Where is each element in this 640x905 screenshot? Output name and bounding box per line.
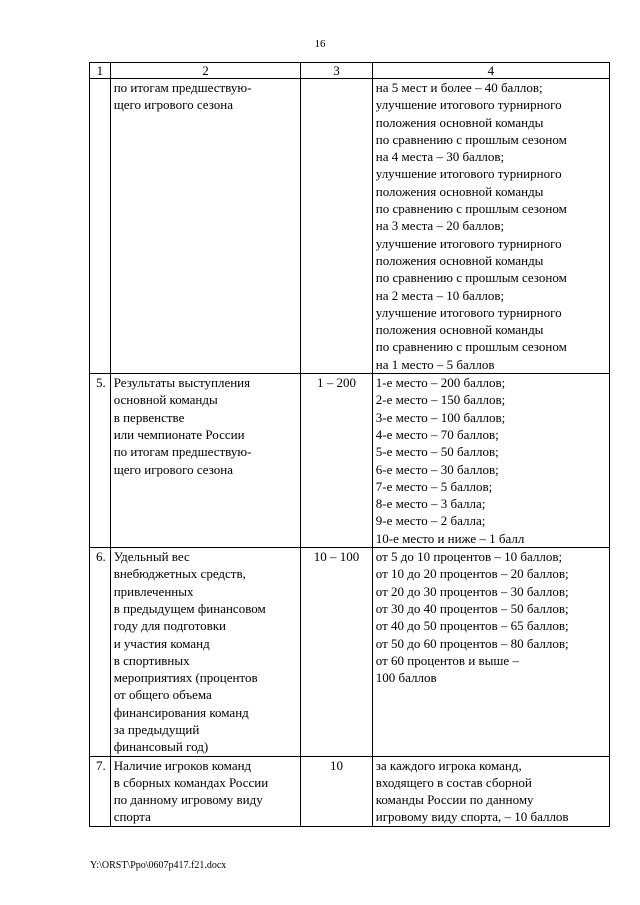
criterion-line: щего игрового сезона (113, 97, 233, 113)
points-cell: 10 (301, 756, 372, 826)
row-number-cell (90, 79, 111, 374)
criterion-cell (110, 548, 301, 757)
details-line: 1-е место – 200 баллов; (375, 375, 506, 391)
details-cell (372, 756, 609, 826)
row-number-cell: 7. (90, 756, 111, 826)
file-path-footer: Y:\ORST\Ppo\0607p417.f21.docx (90, 860, 227, 871)
details-line: от 40 до 50 процентов – 65 баллов; (375, 618, 569, 634)
points-cell (301, 79, 372, 374)
details-cell (372, 374, 609, 548)
table-row-6 (90, 548, 610, 757)
criterion-cell (110, 374, 301, 548)
criterion-line: по итогам предшествую- (113, 444, 252, 460)
details-line: положения основной команды (375, 322, 544, 338)
details-line: 9-е место – 2 балла; (375, 513, 486, 529)
details-line: положения основной команды (375, 114, 544, 130)
row-number-cell: 6. (90, 548, 111, 757)
criterion-line: финансовый год) (113, 739, 209, 755)
criterion-line: от общего объема (113, 687, 212, 703)
details-line: 2-е место – 150 баллов; (375, 392, 506, 408)
criterion-line: в спортивных (113, 652, 190, 668)
criterion-line: или чемпионате России (113, 426, 245, 442)
details-line: 100 баллов (375, 670, 437, 686)
details-cell (372, 548, 609, 757)
details-line: по сравнению с прошлым сезоном (375, 131, 567, 147)
criterion-line: Результаты выступления (113, 375, 251, 391)
details-line: входящего в состав сборной (375, 774, 532, 790)
column-header-3: 3 (301, 63, 372, 79)
details-line: 4-е место – 70 баллов; (375, 426, 499, 442)
details-line: от 30 до 40 процентов – 50 баллов; (375, 600, 569, 616)
details-line: игровому виду спорта, – 10 баллов (375, 809, 569, 825)
criterion-line: по итогам предшествую- (113, 80, 252, 95)
details-line: по сравнению с прошлым сезоном (375, 201, 567, 217)
criterion-line: году для подготовки (113, 618, 226, 634)
criterion-line: основной команды (113, 392, 218, 408)
details-line: 10-е место и ниже – 1 балл (375, 530, 525, 546)
details-line: на 1 место – 5 баллов (375, 356, 495, 372)
details-line: 8-е место – 3 балла; (375, 496, 486, 512)
details-line: на 5 мест и более – 40 баллов; (375, 80, 543, 95)
criterion-line: и участия команд (113, 635, 210, 651)
details-line: улучшение итогового турнирного (375, 304, 562, 320)
criterion-line: внебюджетных средств, (113, 566, 246, 582)
column-header-4: 4 (372, 63, 609, 79)
criterion-line: финансирования команд (113, 704, 249, 720)
details-line: от 20 до 30 процентов – 30 баллов; (375, 583, 569, 599)
column-header-2: 2 (110, 63, 301, 79)
details-line: улучшение итогового турнирного (375, 166, 562, 182)
points-cell: 10 – 100 (301, 548, 372, 757)
criterion-line: в предыдущем финансовом (113, 600, 266, 616)
details-line: от 50 до 60 процентов – 80 баллов; (375, 635, 569, 651)
row-number-cell: 5. (90, 374, 111, 548)
criterion-line: по данному игровому виду (113, 792, 263, 808)
details-line: команды России по данному (375, 792, 534, 808)
details-line: на 2 места – 10 баллов; (375, 287, 505, 303)
details-line: от 60 процентов и выше – (375, 652, 519, 668)
criterion-line: за предыдущий (113, 721, 200, 737)
details-line: по сравнению с прошлым сезоном (375, 339, 567, 355)
details-line: улучшение итогового турнирного (375, 97, 562, 113)
table-row-5 (90, 374, 610, 548)
table-row-7 (90, 756, 610, 826)
details-line: 7-е место – 5 баллов; (375, 478, 493, 494)
details-line: положения основной команды (375, 252, 544, 268)
details-line: положения основной команды (375, 183, 544, 199)
table-row-continuation (90, 79, 610, 374)
criterion-cell (110, 756, 301, 826)
details-line: 6-е место – 30 баллов; (375, 461, 499, 477)
details-line: от 5 до 10 процентов – 10 баллов; (375, 549, 563, 565)
criterion-line: в сборных командах России (113, 774, 269, 790)
table-header-row (90, 63, 610, 79)
criterion-line: в первенстве (113, 409, 185, 425)
details-line: от 10 до 20 процентов – 20 баллов; (375, 566, 569, 582)
details-line: 5-е место – 50 баллов; (375, 444, 499, 460)
details-line: на 3 места – 20 баллов; (375, 218, 505, 234)
details-line: по сравнению с прошлым сезоном (375, 270, 567, 286)
criterion-line: спорта (113, 809, 151, 825)
details-line: 3-е место – 100 баллов; (375, 409, 506, 425)
page-number: 16 (314, 38, 326, 50)
criterion-line: мероприятиях (процентов (113, 670, 258, 686)
criterion-line: привлеченных (113, 583, 194, 599)
criterion-line: щего игрового сезона (113, 461, 233, 477)
criterion-line: Удельный вес (113, 549, 190, 565)
criteria-table (89, 62, 610, 827)
points-cell: 1 – 200 (301, 374, 372, 548)
details-line: за каждого игрока команд, (375, 757, 522, 773)
column-header-1: 1 (90, 63, 111, 79)
details-line: улучшение итогового турнирного (375, 235, 562, 251)
details-cell (372, 79, 609, 374)
criterion-line: Наличие игроков команд (113, 757, 252, 773)
criterion-cell (110, 79, 301, 374)
details-line: на 4 места – 30 баллов; (375, 149, 505, 165)
